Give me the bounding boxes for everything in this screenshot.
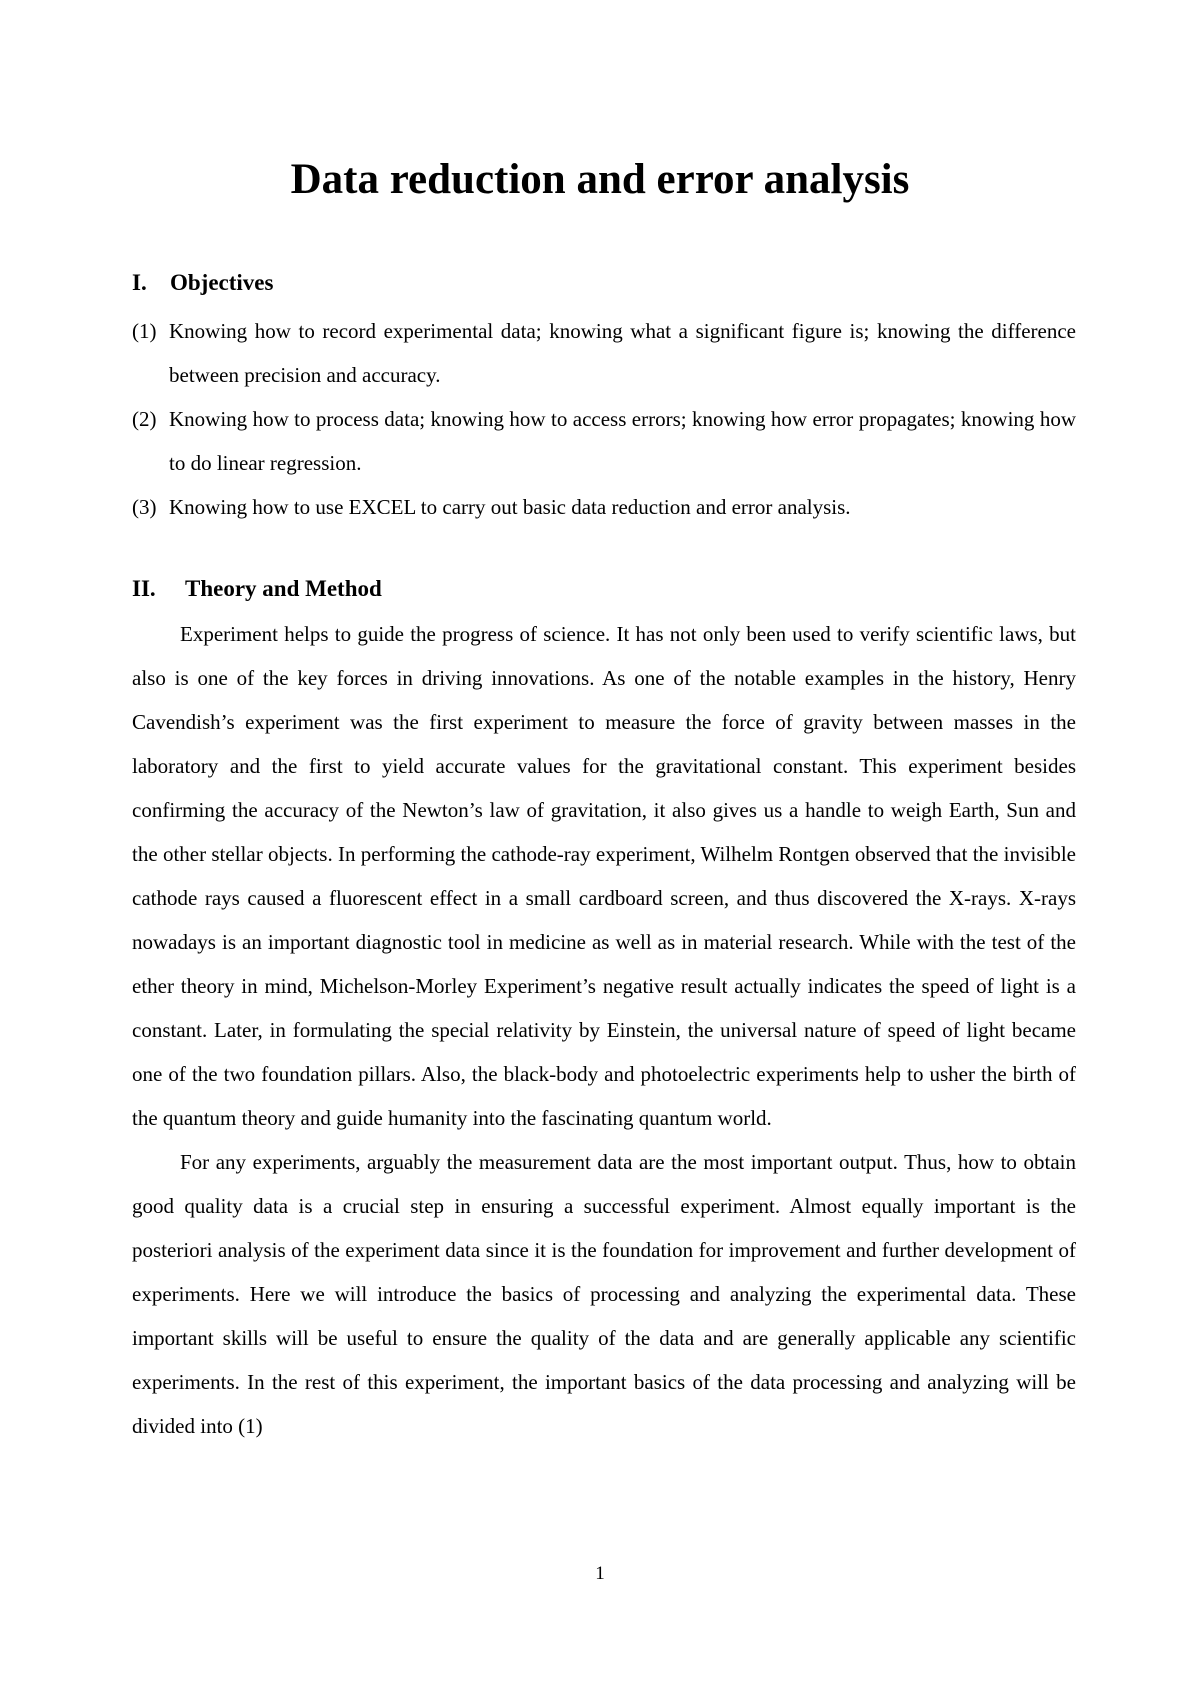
list-item-text: Knowing how to record experimental data; knowing what a significant figure is; knowing the difference between precision and accuracy. xyxy=(169,319,1076,387)
list-item xyxy=(132,397,1076,485)
body-paragraph: For any experiments, arguably the measurement data are the most important output. Thus, how to obtain good quality data is a crucial step in ensuring a successful experiment. Almost equally important is the posteriori analysis of the experiment data since it is the foundation for improvement and further development of experiments. Here we will introduce the basics of processing and analyzing the experimental data. These important skills will be useful to ensure the quality of the data and are generally applicable any scientific experiments. In the rest of this experiment, the important basics of the data processing and analyzing will be divided into (1) xyxy=(132,1150,1076,1438)
body-paragraph: Experiment helps to guide the progress of science. It has not only been used to verify scientific laws, but also is one of the key forces in driving innovations. As one of the notable examples in the history, Henry Cavendish’s experiment was the first experiment to measure the force of gravity between masses in the laboratory and the first to yield accurate values for the gravitational constant. This experiment besides confirming the accuracy of the Newton’s law of gravitation, it also gives us a handle to weigh Earth, Sun and the other stellar objects. In performing the cathode-ray experiment, Wilhelm Rontgen observed that the invisible cathode rays caused a fluorescent effect in a small cardboard screen, and thus discovered the X-rays. X-rays nowadays is an important diagnostic tool in medicine as well as in material research. While with the test of the ether theory in mind, Michelson-Morley Experiment’s negative result actually indicates the speed of light is a constant. Later, in formulating the special relativity by Einstein, the universal nature of speed of light became one of the two foundation pillars. Also, the black-body and photoelectric experiments help to usher the birth of the quantum theory and guide humanity into the fascinating quantum world. xyxy=(132,622,1076,1130)
section-number: I. xyxy=(132,270,147,295)
list-marker: (1) xyxy=(132,319,157,343)
list-item-text: Knowing how to use EXCEL to carry out basic data reduction and error analysis. xyxy=(169,495,851,519)
section-number: II. xyxy=(132,576,156,601)
list-item xyxy=(132,309,1076,397)
section-heading-theory-and-method xyxy=(132,574,382,604)
list-item xyxy=(132,485,1076,529)
list-marker: (3) xyxy=(132,495,157,519)
list-item-text: Knowing how to process data; knowing how to access errors; knowing how error propagates; knowing how to do linear regression. xyxy=(169,407,1076,475)
list-marker: (2) xyxy=(132,407,157,431)
theory-body xyxy=(132,612,1076,1448)
page-number: 1 xyxy=(595,1563,605,1584)
section-title: Theory and Method xyxy=(185,576,382,601)
document-title: Data reduction and error analysis xyxy=(290,156,910,203)
section-title: Objectives xyxy=(170,270,274,295)
objectives-list xyxy=(132,309,1076,529)
section-heading-objectives xyxy=(132,268,273,298)
